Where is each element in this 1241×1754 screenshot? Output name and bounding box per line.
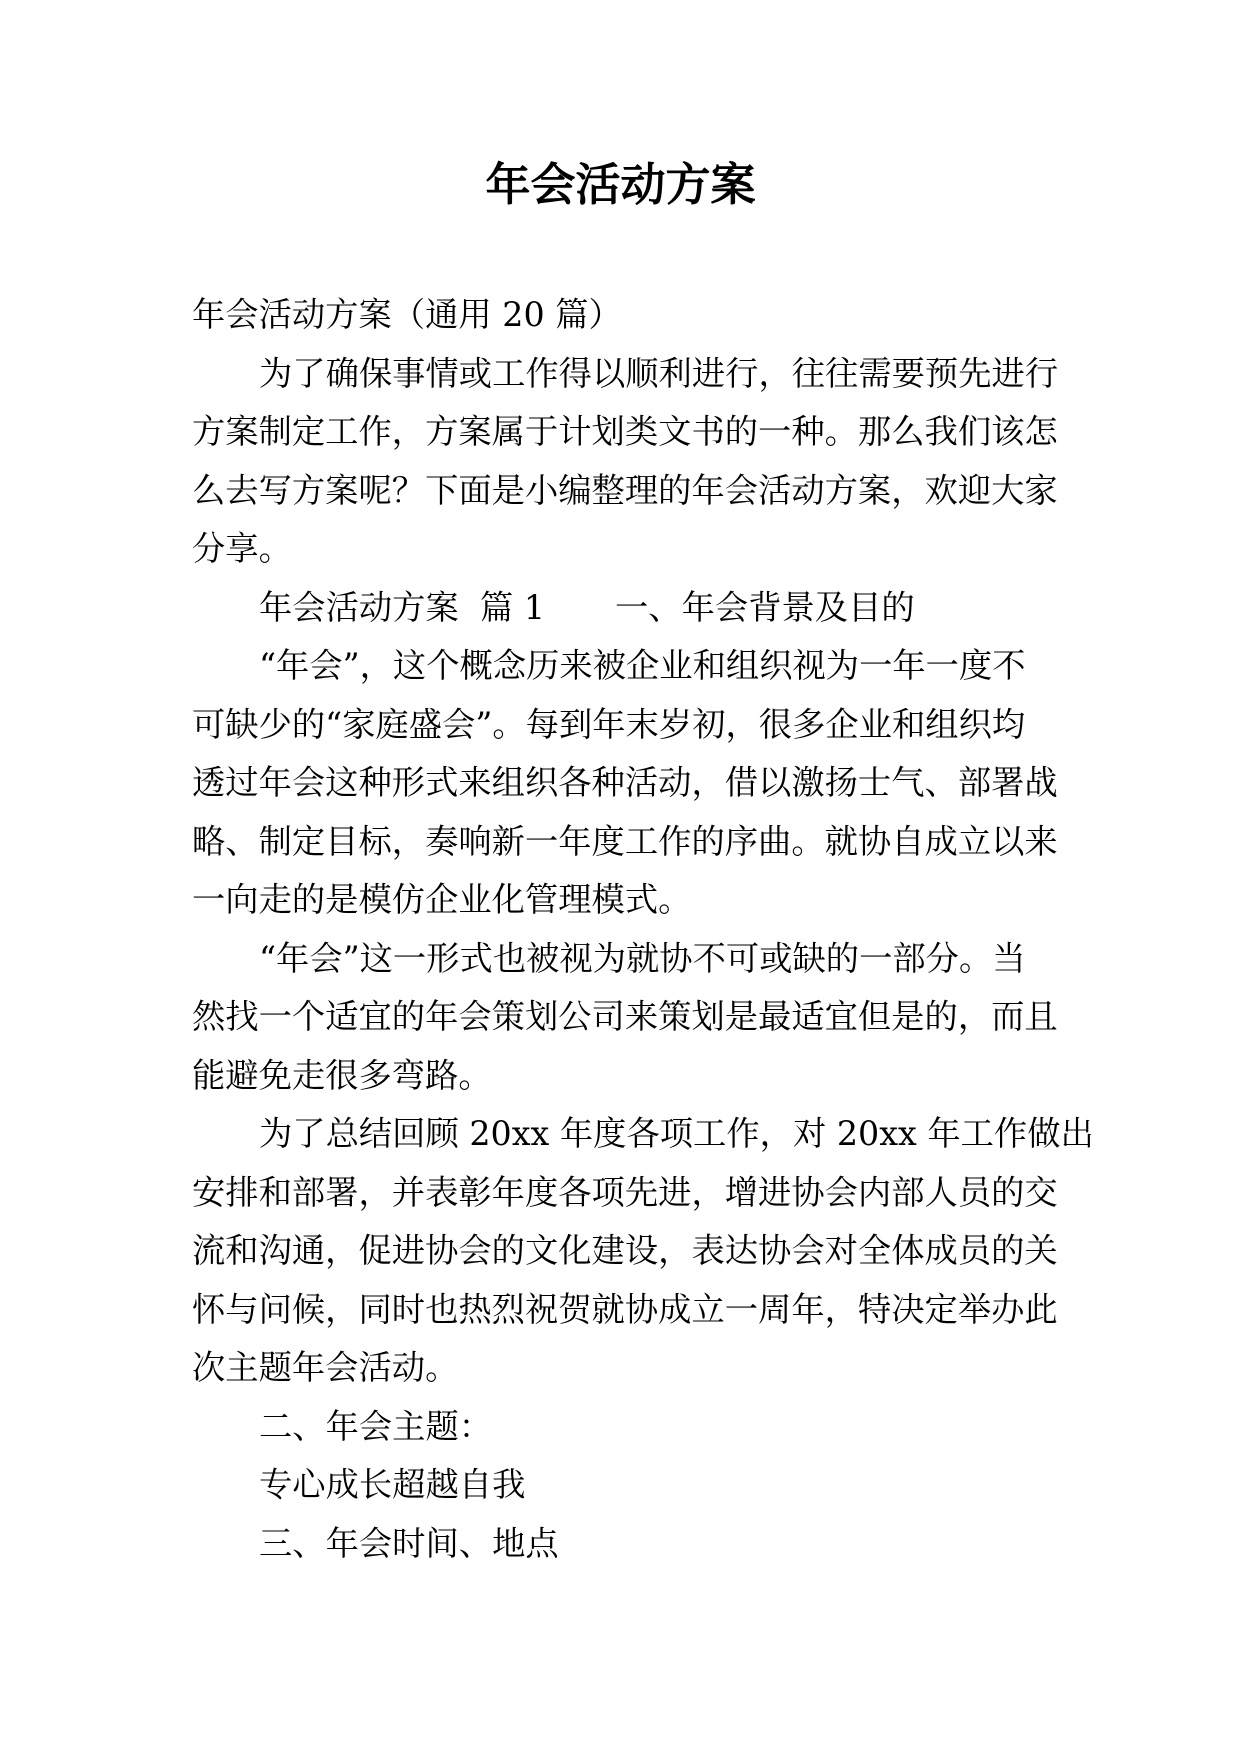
document-subtitle: 年会活动方案（通用 20 篇） — [192, 295, 622, 334]
text-line: 次主题年会活动。 — [192, 1348, 459, 1387]
text-line: 么去写方案呢？下面是小编整理的年会活动方案，欢迎大家 — [192, 470, 1058, 510]
chapter-heading-line — [192, 579, 1092, 638]
text-line: 怀与问候，同时也热烈祝贺就协成立一周年，特决定举办此 — [192, 1289, 1058, 1329]
text-line: 流和沟通，促进协会的文化建设，表达协会对全体成员的关 — [192, 1231, 1058, 1270]
text-line: 安排和部署，并表彰年度各项先进，增进协会内部人员的交 — [192, 1172, 1058, 1212]
document-body — [192, 286, 1092, 1573]
text-line: 为了总结回顾 20xx 年度各项工作，对 20xx 年工作做出 — [259, 1114, 1094, 1153]
section-heading: 一、年会背景及目的 — [615, 587, 915, 627]
text-line: 为了确保事情或工作得以顺利进行，往往需要预先进行 — [259, 353, 1059, 393]
text-line: 略、制定目标，奏响新一年度工作的序曲。就协自成立以来 — [192, 821, 1058, 861]
text-line: 透过年会这种形式来组织各种活动，借以激扬士气、部署战 — [192, 763, 1058, 802]
paragraph-background-1 — [192, 637, 1092, 930]
text-line: 一向走的是模仿企业化管理模式。 — [192, 880, 692, 919]
text-line: 然找一个适宜的年会策划公司来策划是最适宜但是的，而且 — [192, 997, 1058, 1036]
text-line: “年会”这一形式也被视为就协不可或缺的一部分。当 — [259, 938, 1026, 978]
text-line: 可缺少的“家庭盛会”。每到年末岁初，很多企业和组织均 — [192, 704, 1026, 744]
time-place-heading: 三、年会时间、地点 — [259, 1523, 559, 1563]
paragraph-intro — [192, 345, 1092, 579]
text-line: 分享。 — [192, 529, 292, 568]
document-title: 年会活动方案 — [485, 158, 756, 211]
text-line: 方案制定工作，方案属于计划类文书的一种。那么我们该怎 — [192, 412, 1058, 451]
paragraph-background-3 — [192, 1105, 1092, 1398]
theme-text: 专心成长超越自我 — [259, 1465, 526, 1504]
text-line: 能避免走很多弯路。 — [192, 1055, 492, 1095]
theme-heading: 二、年会主题： — [259, 1406, 493, 1446]
text-line: “年会”，这个概念历来被企业和组织视为一年一度不 — [259, 646, 1026, 685]
paragraph-background-2 — [192, 930, 1092, 1106]
chapter-label: 年会活动方案 篇 1 — [259, 587, 546, 627]
